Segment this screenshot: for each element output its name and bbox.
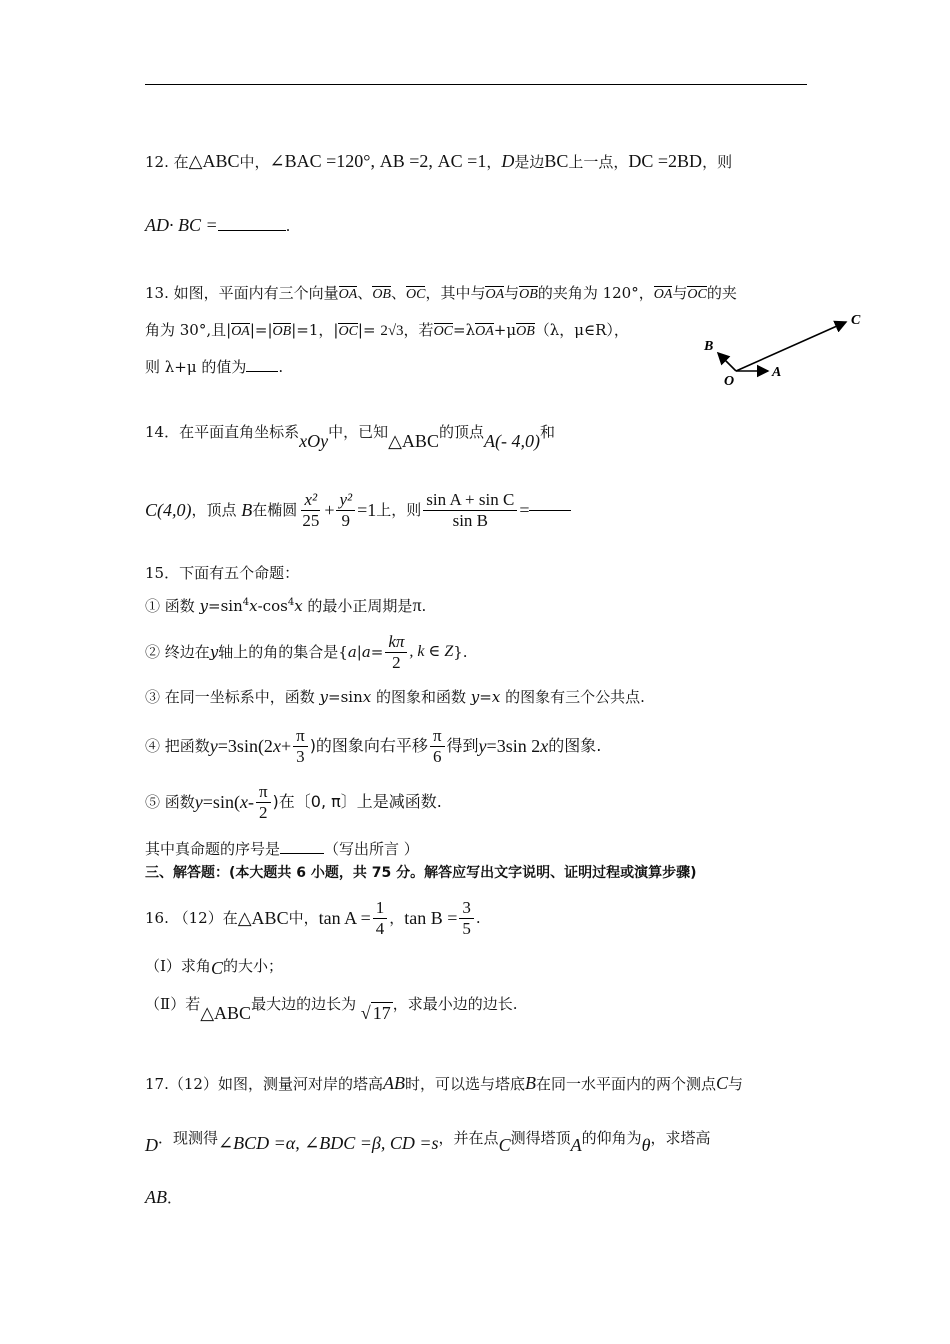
label-b: B xyxy=(704,339,714,354)
ellipse-x-frac: $\frac{\text{x²}}{25}$ xyxy=(302,490,320,530)
q12-line2: AD· BC = . xyxy=(145,215,291,235)
section3-heading: 三、解答题：(本大题共 6 小题，共 75 分。解答应写出文字说明、证明过程或演算步骤) xyxy=(145,865,697,881)
q17-line2: D．现测得∠BCD =α, ∠BDC =β, CD =s，并在点C测得塔顶A的仰角为θ，求塔高 xyxy=(145,1129,711,1155)
sine-ratio-frac: $\frac{\text{sin A + sin C}}{\text{sin B}}$ xyxy=(423,490,517,530)
q13-vector-figure xyxy=(698,308,868,390)
tan-a-frac: $\frac{1}{4}$ xyxy=(373,898,388,938)
tan-b-frac: $\frac{3}{5}$ xyxy=(459,898,474,938)
q15-p4: ④ 把函数 y =3sin(2 x + $\frac{\pi}{3}$ )的图象向右平移 $\frac{\pi}{6}$ 得到 y =3sin 2 x 的图象. xyxy=(145,726,602,766)
sqrt-17: √ 17 xyxy=(360,1003,391,1023)
vector-oc xyxy=(736,322,846,371)
q17-line1: 17.（12）如图，测量河对岸的塔高AB时，可以选与塔底B在同一水平面内的两个测点C与 xyxy=(145,1073,744,1093)
q15-p1: ① 函数 $y=\sin^4x-\cos^4x$ 的最小正周期是π. xyxy=(145,595,427,615)
q14-answer-blank xyxy=(529,510,571,511)
q13-answer-blank xyxy=(246,371,278,372)
label-c: C xyxy=(851,313,861,328)
q15-p4-frac1: $\frac{\pi}{3}$ xyxy=(293,726,308,766)
q13-line3: 则 λ+μ 的值为 . xyxy=(145,358,284,376)
q16-line1: 16. （12）在 △ABC 中， tan A = $\frac{1}{4}$ ， tan B = $\frac{3}{5}$ . xyxy=(145,898,481,938)
q15-title: 15．下面有五个命题： xyxy=(145,564,300,582)
q15-answer-blank xyxy=(280,853,324,854)
q15-p2: ② 终边在 y 轴上的角的集合是{ a | a = $\frac{k\pi}{2}$ , k ∈ Z }. xyxy=(145,632,468,672)
q14-line2: C(4,0) ，顶点 B 在椭圆 $\frac{\text{x²}}{25}$ + $\frac{\text{y²}}{9}$ =1 上，则 $\frac{\text{sin A + sin C}}{\text{sin B}}$ = xyxy=(145,490,571,530)
q17-line3: AB． xyxy=(145,1187,183,1207)
q12-line1: 12. 在△ABC中，∠BAC =120°, AB =2, AC =1，D是边BC上一点，DC =2BD，则 xyxy=(145,151,733,171)
label-o: O xyxy=(724,374,735,389)
q13-line2: 角为 30°,且|OA|=|OB|=1，|OC|= 2√3，若OC=λOA+μOB（λ，μ∈R）， xyxy=(145,321,629,339)
q15-p5: ⑤ 函数 y =sin( x - $\frac{\pi}{2}$ )在〔0, π〕上是减函数. xyxy=(145,782,442,822)
header-rule xyxy=(145,84,807,85)
q13-line1: 13. 如图，平面内有三个向量OA、OB、OC，其中与OA与OB的夹角为 120°，OA与OC的夹 xyxy=(145,284,737,302)
q15-p2-frac: $\frac{k\pi}{2}$ xyxy=(385,632,407,672)
label-a: A xyxy=(772,365,782,380)
ellipse-y-frac: $\frac{\text{y²}}{9}$ xyxy=(336,490,355,530)
q15-p5-frac: $\frac{\pi}{2}$ xyxy=(256,782,271,822)
q12-answer-blank xyxy=(218,230,286,231)
q16-line2: （Ⅰ）求角C的大小； xyxy=(145,957,283,978)
q15-p3: ③ 在同一坐标系中，函数 y=sinx 的图象和函数 y=x 的图象有三个公共点. xyxy=(145,688,645,706)
q15-p4-frac2: $\frac{\pi}{6}$ xyxy=(430,726,445,766)
vector-ob xyxy=(718,353,736,371)
q16-line3: （Ⅱ）若△ABC最大边的边长为 √ 17 ，求最小边的边长. xyxy=(145,995,518,1023)
q15-answer: 其中真命题的序号是 （写出所言 ） xyxy=(145,840,419,858)
q14-line1: 14．在平面直角坐标系xOy中，已知△ABC的顶点A(- 4,0)和 xyxy=(145,423,555,451)
